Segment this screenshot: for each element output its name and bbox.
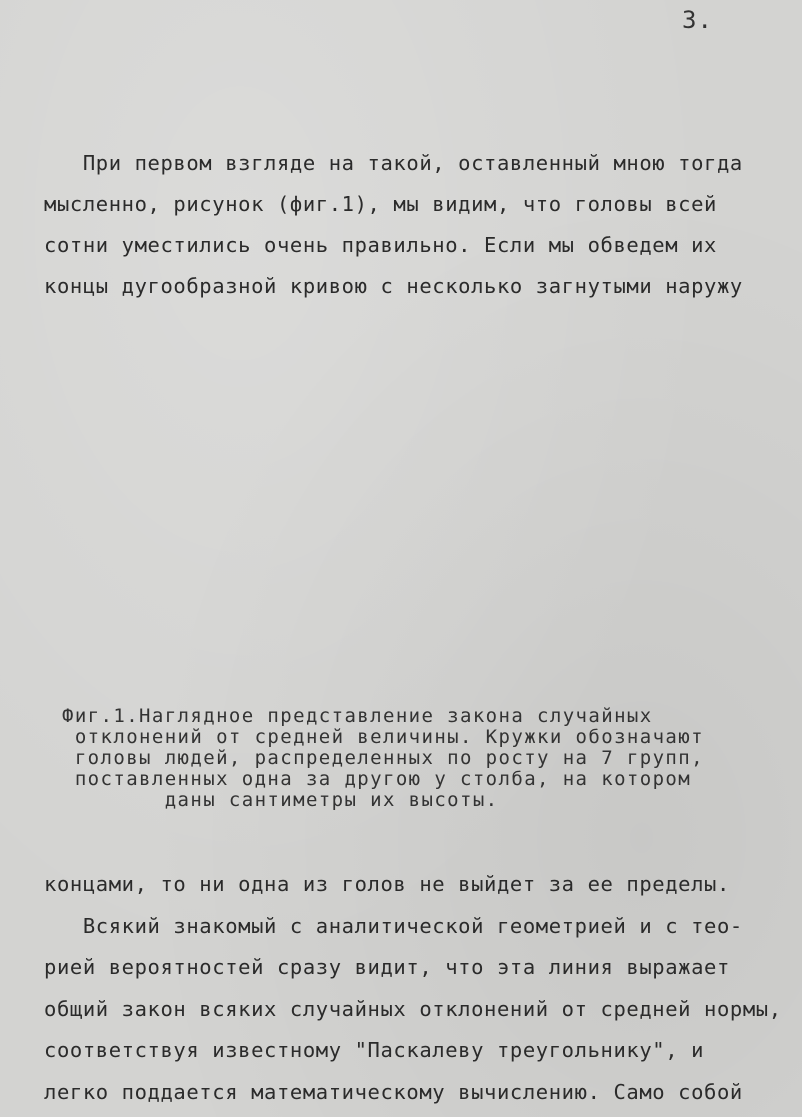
caption-line: отклонений от средней величины. Кружки обозначают [62, 726, 704, 748]
text-line: легко поддается математическому вычислению. Само собой [44, 1079, 743, 1104]
caption-line: головы людей, распределенных по росту на 7 групп, [62, 747, 704, 769]
text-line: соответствуя известному "Паскалеву треугольнику", и [44, 1038, 705, 1062]
caption-line: поставленных одна за другою у столба, на котором [62, 768, 692, 790]
text-line: мысленно, рисунок (фиг.1), мы видим, что головы всей [44, 192, 717, 216]
caption-line: даны сантиметры их высоты. [62, 789, 499, 811]
text-line: сотни уместились очень правильно. Если мы обведем их [44, 233, 717, 257]
body-paragraph-bottom [44, 864, 782, 1113]
figure-area-blank [44, 320, 764, 690]
text-line: концы дугообразной кривою с несколько загнутыми наружу [44, 274, 743, 298]
text-line: При первом взгляде на такой, оставленный мною тогда [44, 151, 743, 175]
text-line: концами, то ни одна из голов не выйдет за ее пределы. [44, 872, 730, 896]
figure-caption [62, 706, 742, 811]
page-number: 3. [682, 6, 713, 34]
text-line: рией вероятностей сразу видит, что эта линия выражает [44, 955, 730, 979]
text-line: Всякий знакомый с аналитической геометрией и с тео- [44, 913, 743, 938]
text-line: общий закон всяких случайных отклонений от средней нормы, [44, 996, 782, 1021]
caption-line: Фиг.1.Наглядное представление закона случайных [62, 705, 653, 727]
body-paragraph-top [44, 143, 774, 307]
